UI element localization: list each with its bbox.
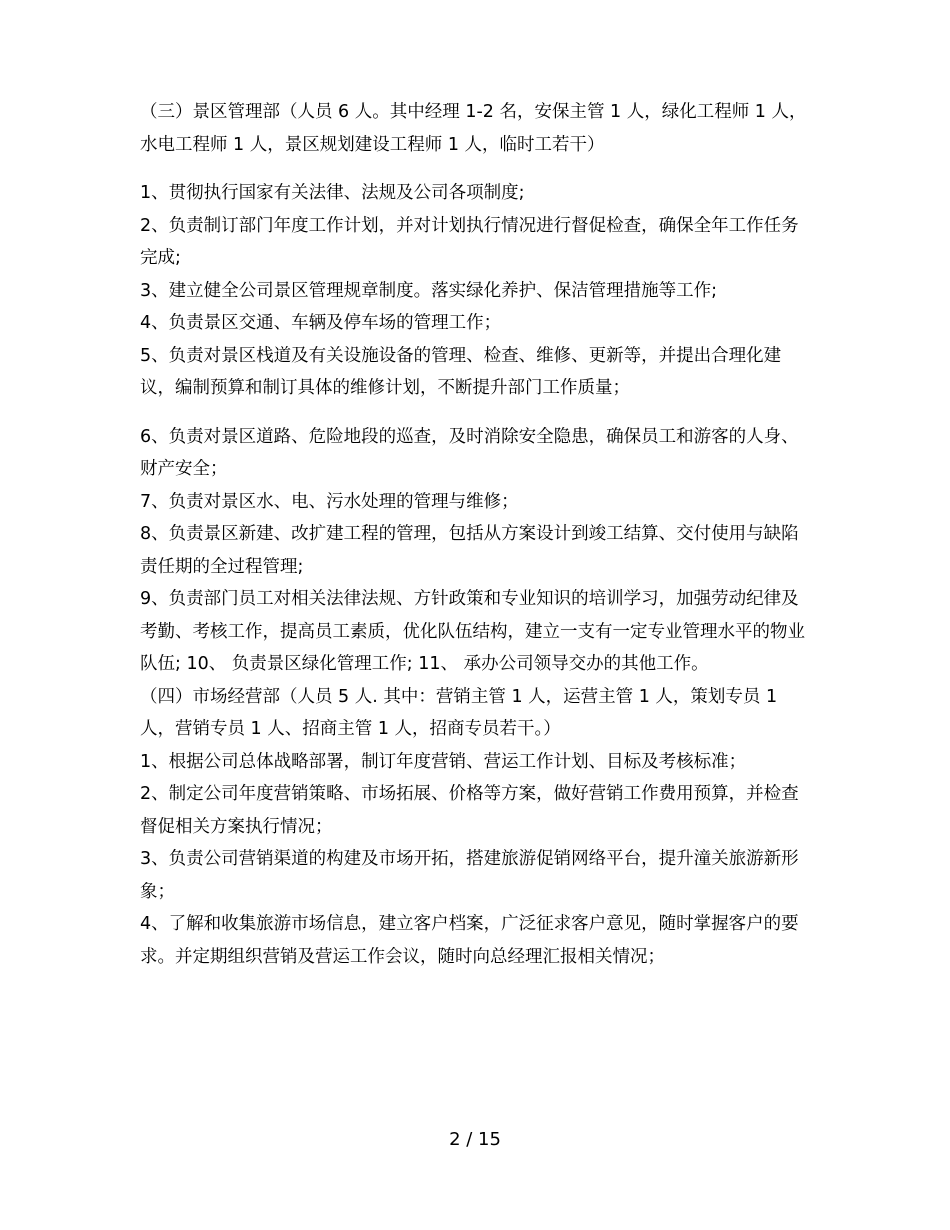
list-item: 1、贯彻执行国家有关法律、法规及公司各项制度; bbox=[140, 183, 525, 203]
list-item: 7、负责对景区水、电、污水处理的管理与维修； bbox=[140, 491, 519, 512]
list-item: 5、负责对景区栈道及有关设施设备的管理、检查、维修、更新等，并提出合理化建议，编制预算和制订具体的维修计划，不断提升部门工作质量； bbox=[140, 345, 782, 398]
page-number: 2 / 15 bbox=[449, 1129, 501, 1150]
section-heading-scenic-management: （三）景区管理部（人员 6 人。其中经理 1-2 名，安保主管 1 人，绿化工程师 1 人，水电工程师 1 人，景区规划建设工程师 1 人，临时工若干） bbox=[140, 102, 807, 155]
list-item: 2、负责制订部门年度工作计划，并对计划执行情况进行督促检查，确保全年工作任务完成; bbox=[140, 215, 799, 268]
list-item: 8、负责景区新建、改扩建工程的管理，包括从方案设计到竣工结算、交付使用与缺陷责任期的全过程管理; bbox=[140, 524, 799, 577]
list-item: 4、了解和收集旅游市场信息，建立客户档案，广泛征求客户意见，随时掌握客户的要求。并定期组织营销及营运工作会议，随时向总经理汇报相关情况； bbox=[140, 914, 799, 967]
list-item: 2、制定公司年度营销策略、市场拓展、价格等方案，做好营销工作费用预算，并检查督促相关方案执行情况； bbox=[140, 784, 799, 837]
list-item: 4、负责景区交通、车辆及停车场的管理工作； bbox=[140, 313, 502, 333]
list-item: 6、负责对景区道路、危险地段的巡查，及时消除安全隐患，确保员工和游客的人身、财产安全； bbox=[140, 426, 799, 479]
list-item: 1、根据公司总体战略部署，制订年度营销、营运工作计划、目标及考核标准； bbox=[140, 751, 747, 772]
section-heading-marketing: （四）市场经营部（人员 5 人. 其中：营销主管 1 人，运营主管 1 人，策划专员 1 人，营销专员 1 人、招商主管 1 人，招商专员若干。） bbox=[140, 686, 778, 739]
list-item: 9、负责部门员工对相关法律法规、方针政策和专业知识的培训学习，加强劳动纪律及考勤、考核工作，提高员工素质，优化队伍结构，建立一支有一定专业管理水平的物业队伍; 10、 负责景区绿化管理工作; 11、 承办公司领导交办的其他工作。 bbox=[140, 589, 805, 674]
list-item: 3、建立健全公司景区管理规章制度。落实绿化养护、保洁管理措施等工作; bbox=[140, 280, 718, 301]
document-body bbox=[140, 96, 815, 973]
list-item: 3、负责公司营销渠道的构建及市场开拓，搭建旅游促销网络平台，提升潼关旅游新形象； bbox=[140, 849, 799, 902]
